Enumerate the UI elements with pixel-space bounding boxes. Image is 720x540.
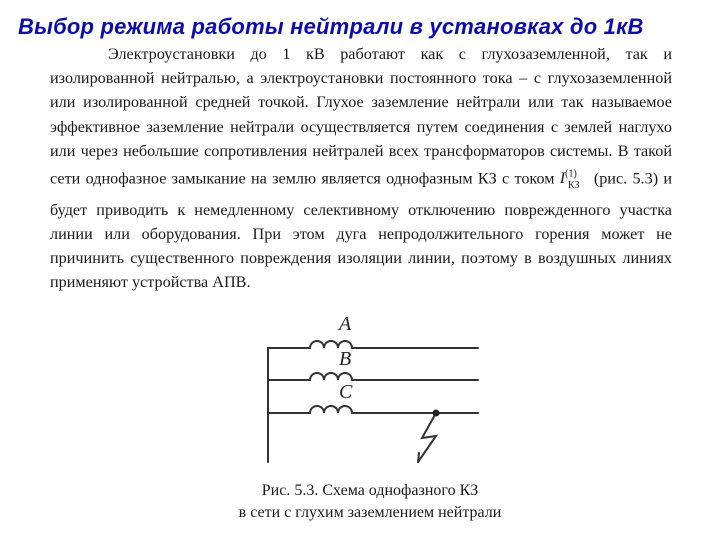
body-paragraph	[50, 42, 672, 295]
paragraph-part-1: Электроустановки до 1 кВ работают как с глухозаземленной, так и изолированной нейтралью, а электроустановки постоянного тока – с глухозаземленной или изолированной средней точкой. Глухое заземление нейтрали или так называемое эффективное заземление нейтрали осуществляется путем соединения с землей наглухо или через небольшие сопротивления нейтралей всех трансформаторов системы. В такой сети однофазное замыкание на землю является однофазным КЗ с током	[50, 45, 672, 188]
single-phase-fault-diagram	[220, 310, 500, 485]
caption-line-1: Рис. 5.3. Схема однофазного КЗ	[261, 482, 479, 499]
current-superscript: (1)	[565, 169, 577, 181]
fault-point	[433, 410, 440, 417]
winding-a	[310, 341, 352, 348]
fault-bolt	[418, 413, 436, 462]
fault-current-symbol	[559, 169, 589, 191]
figure-caption	[190, 480, 550, 524]
phase-label-b: B	[339, 348, 352, 370]
winding-c	[310, 406, 352, 413]
fault-arrowhead	[418, 453, 419, 462]
current-subscript: КЗ	[567, 179, 580, 191]
caption-line-2: в сети с глухим заземлением нейтрали	[238, 504, 502, 521]
slide-title: Выбор режима работы нейтрали в установках до 1кВ	[18, 14, 644, 39]
paragraph-part-2: (рис. 5.3) и будет приводить к немедленному селективному отключению поврежденного участка линии или оборудования. При этом дуга непродолжительного горения может не причинить существенного повреждения изоляции линии, поэтому в воздушных линиях применяют устройства АПВ.	[50, 169, 673, 292]
current-letter: I	[559, 169, 566, 188]
winding-b	[310, 373, 352, 380]
phase-label-c: C	[339, 381, 353, 403]
phase-label-a: A	[339, 313, 352, 335]
